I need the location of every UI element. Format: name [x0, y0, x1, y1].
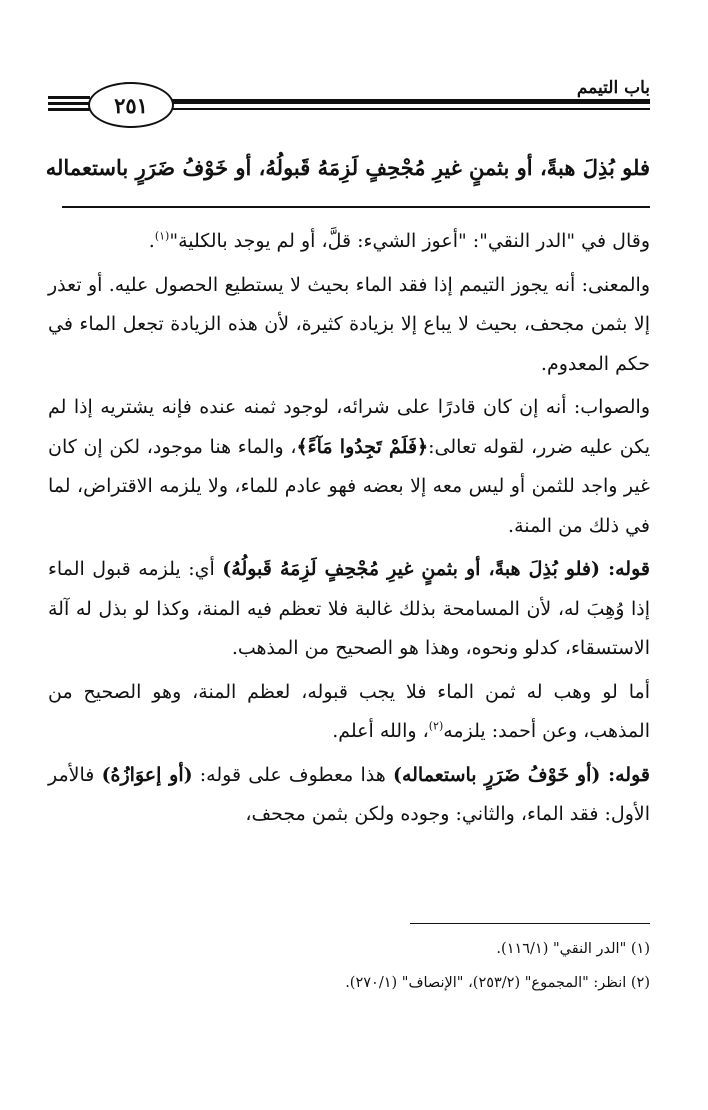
header-rule — [172, 99, 650, 104]
footnote: (١) "الدر النقي" (١١٦/١). — [496, 941, 650, 957]
header-rule — [172, 108, 650, 110]
chapter-title: باب التيمم — [576, 78, 650, 98]
paragraph-text: ، والماء هنا موجود، لكن إن كان غير واجد للثمن أو ليس معه إلا بعضه فهو عادم للماء، ولا يلزمه الاقتراض، لما في ذلك من المنة. — [48, 435, 650, 537]
footnote: (٢) انظر: "المجموع" (٢٥٣/٢)، "الإنصاف" (٢٧٠/١). — [345, 975, 650, 991]
footnote-divider — [410, 923, 650, 924]
paragraph-text: أما لو وهب له ثمن الماء فلا يجب قبوله، لعظم المنة، وهو الصحيح من المذهب، وعن أحمد: يلزمه — [48, 680, 650, 742]
footnote-ref[interactable]: (٢) — [428, 719, 444, 733]
matn-quote: (أو إعوَازُهُ) — [101, 763, 193, 786]
commentary-body — [48, 222, 650, 839]
footnotes — [48, 932, 650, 1000]
footnote-ref[interactable]: (١) — [154, 229, 170, 243]
matn-quote: قوله: (أو خَوْفُ ضَرَرٍ باستعماله) — [392, 763, 650, 786]
quran-verse: ﴿فَلَمْ تَجِدُوا مَآءً﴾ — [296, 435, 429, 458]
paragraph — [48, 266, 650, 385]
paragraph-text: وقال في "الدر النقي": "أعوز الشيء: قلَّ، أو لم يوجد بالكلية" — [169, 230, 650, 252]
matn-quote: قوله: (فلو بُذِلَ هبةً، أو بثمنٍ غيرِ مُجْحِفٍ لَزِمَهُ قَبولُهُ) — [222, 558, 650, 580]
paragraph-text: هذا معطوف على قوله: — [192, 763, 393, 786]
paragraph — [48, 756, 650, 835]
paragraph-text: والمعنى: أنه يجوز التيمم إذا فقد الماء بحيث لا يستطيع الحصول عليه. أو تعذر إلا بثمن مجحف، بحيث لا يباع إلا بزيادة كثيرة، لأن هذه الزيادة تجعل الماء في حكم المعدوم. — [48, 273, 650, 375]
paragraph — [48, 550, 650, 669]
paragraph — [48, 222, 650, 262]
header-rule — [48, 108, 90, 111]
paragraph-text: فالأمر الأول: فقد الماء، والثاني: وجوده ولكن بثمن مجحف، — [48, 763, 650, 825]
paragraph-text: . — [148, 230, 155, 252]
paragraph — [48, 673, 650, 752]
header-rule — [48, 96, 90, 99]
matn-divider — [62, 206, 650, 208]
paragraph-text: ، والله أعلم. — [332, 720, 429, 742]
paragraph — [48, 388, 650, 546]
header-rule — [48, 102, 90, 105]
page-number: ٢٥١ — [88, 82, 174, 128]
paragraph-text: والصواب: أنه إن كان قادرًا على شرائه، لوجود ثمنه عنده فإنه يشتريه إذا لم يكن عليه ضرر، لقوله تعالى: — [48, 396, 650, 458]
matn-text: فلو بُذِلَ هبةً، أو بثمنٍ غيرِ مُجْحِفٍ لَزِمَهُ قَبولُهُ، أو خَوْفُ ضَرَرٍ باستعماله — [45, 155, 650, 180]
paragraph-text: أي: يلزمه قبول الماء إذا وُهِبَ له، لأن المسامحة بذلك غالبة فلا تعظم فيه المنة، وكذا لو بذل له آلة الاستسقاء، كدلو ونحوه، وهذا هو الصحيح من المذهب. — [48, 558, 650, 659]
